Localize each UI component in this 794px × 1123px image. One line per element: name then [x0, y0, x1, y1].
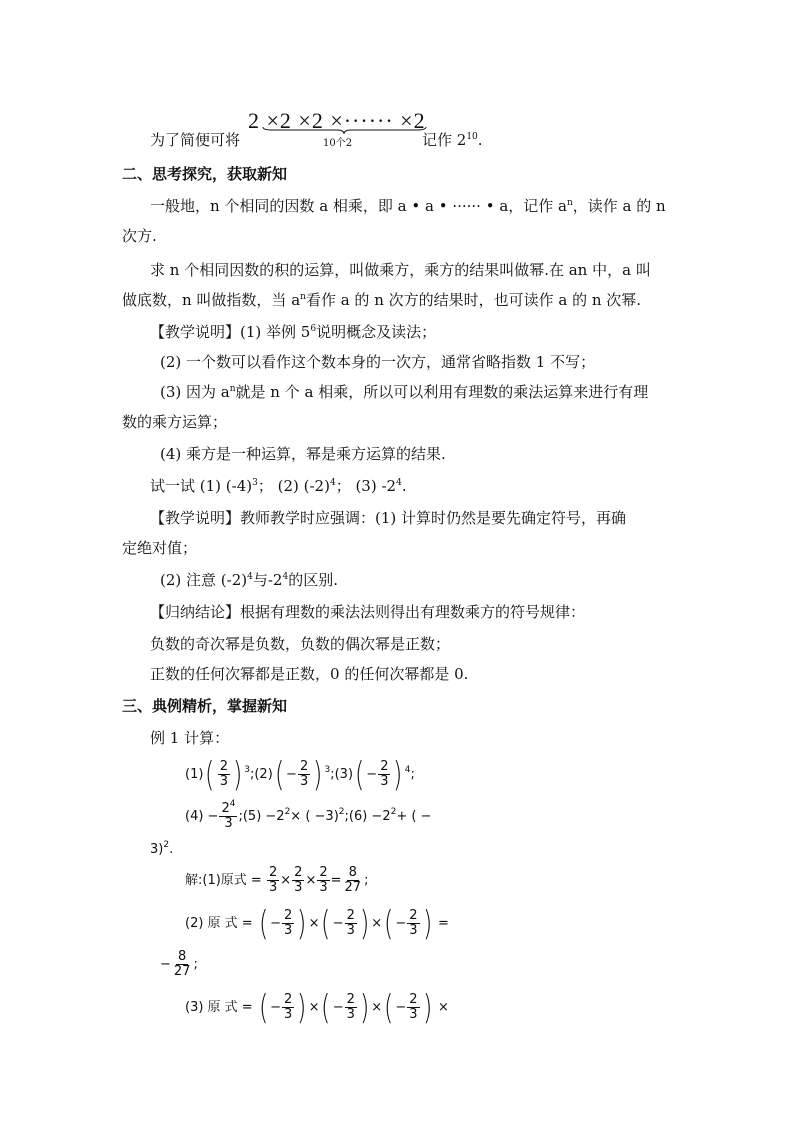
- underbrace-icon: [262, 126, 427, 134]
- problem-line-2-cont: 3)$^2$.: [150, 840, 174, 857]
- intro-suffix: 记作 $2^{10}$.: [422, 131, 483, 149]
- problem-line-1: (1)( $\frac{2}{3}$ ) $^3$;(2)( − $\frac{2}{3}$ ) $^3$;(3)( − $\frac{2}{3}$ ) $^4$;: [185, 754, 415, 795]
- underbrace-expression: 2 ×2 ×2 ×······ ×2: [248, 108, 426, 133]
- teaching-note: 【教学说明】(1) 举例 $5^6$说明概念及读法；: [150, 323, 437, 341]
- paragraph-line: 次方.: [122, 227, 157, 245]
- section-heading-2: 二、思考探究，获取新知: [122, 165, 288, 183]
- underbrace-label: 10个2: [323, 138, 353, 149]
- teaching-note: (2) 注意 $(-2)^4$与$-2^4$的区别.: [160, 571, 338, 589]
- conclusion: 【归纳结论】根据有理数的乘法法则得出有理数乘方的符号规律：: [150, 603, 586, 621]
- example-label: 例 1 计算：: [150, 729, 230, 747]
- try-exercise: 试一试 (1) $(-4)^3$； (2) $(-2)^4$； (3) $-2^4$.: [150, 477, 407, 495]
- rule-line: 正数的任何次幂都是正数，0 的任何次幂都是 0.: [150, 665, 469, 683]
- solution-2: (2) 原 式 = ( − $\frac{2}{3}$ ) ×( − $\frac{2}{3}$ ) ×( − $\frac{2}{3}$ ) =: [185, 903, 449, 944]
- teaching-note: 【教学说明】教师教学时应强调：(1) 计算时仍然是要先确定符号，再确: [150, 509, 627, 527]
- teaching-note: (4) 乘方是一种运算，幂是乘方运算的结果.: [160, 445, 446, 463]
- solution-2-answer: − $\frac{8}{27}$ ;: [160, 949, 198, 979]
- teaching-note: 定绝对值；: [122, 539, 198, 557]
- solution-3: (3) 原 式 = ( − $\frac{2}{3}$ ) ×( − $\frac{2}{3}$ ) ×( − $\frac{2}{3}$ ) ×: [185, 987, 449, 1028]
- rule-line: 负数的奇次幂是负数，负数的偶次幂是正数；: [150, 635, 451, 653]
- teaching-note: (2) 一个数可以看作这个数本身的一次方，通常省略指数 1 不写；: [160, 353, 596, 371]
- paragraph-line: 一般地，n 个相同的因数 a 相乘，即 a • a • ······ • a，记作 $a^n$，读作 a 的 n: [150, 197, 666, 215]
- section-heading-3: 三、典例精析，掌握新知: [122, 697, 288, 715]
- intro-prefix: 为了简便可将: [150, 131, 241, 149]
- teaching-note: (3) 因为 $a^n$就是 n 个 a 相乘，所以可以利用有理数的乘法运算来进行有理: [160, 383, 649, 401]
- paragraph-line: 做底数，n 叫做指数，当 $a^n$看作 a 的 n 次方的结果时，也可读作 a 的 n 次幂.: [122, 291, 642, 309]
- solution-1: 解:(1)原式 = $\frac{2}{3}$ × $\frac{2}{3}$ × $\frac{2}{3}$ = $\frac{8}{27}$ ;: [185, 865, 369, 895]
- problem-line-2: (4) − $\frac{2^4}{3}$ ;(5) $-2^2\times$ ( −3)$^2$;(6) $-2^2+$ ( −: [185, 799, 432, 831]
- paragraph-line: 求 n 个相同因数的积的运算，叫做乘方，乘方的结果叫做幂.在 an 中，a 叫: [150, 261, 651, 279]
- teaching-note: 数的乘方运算；: [122, 413, 228, 431]
